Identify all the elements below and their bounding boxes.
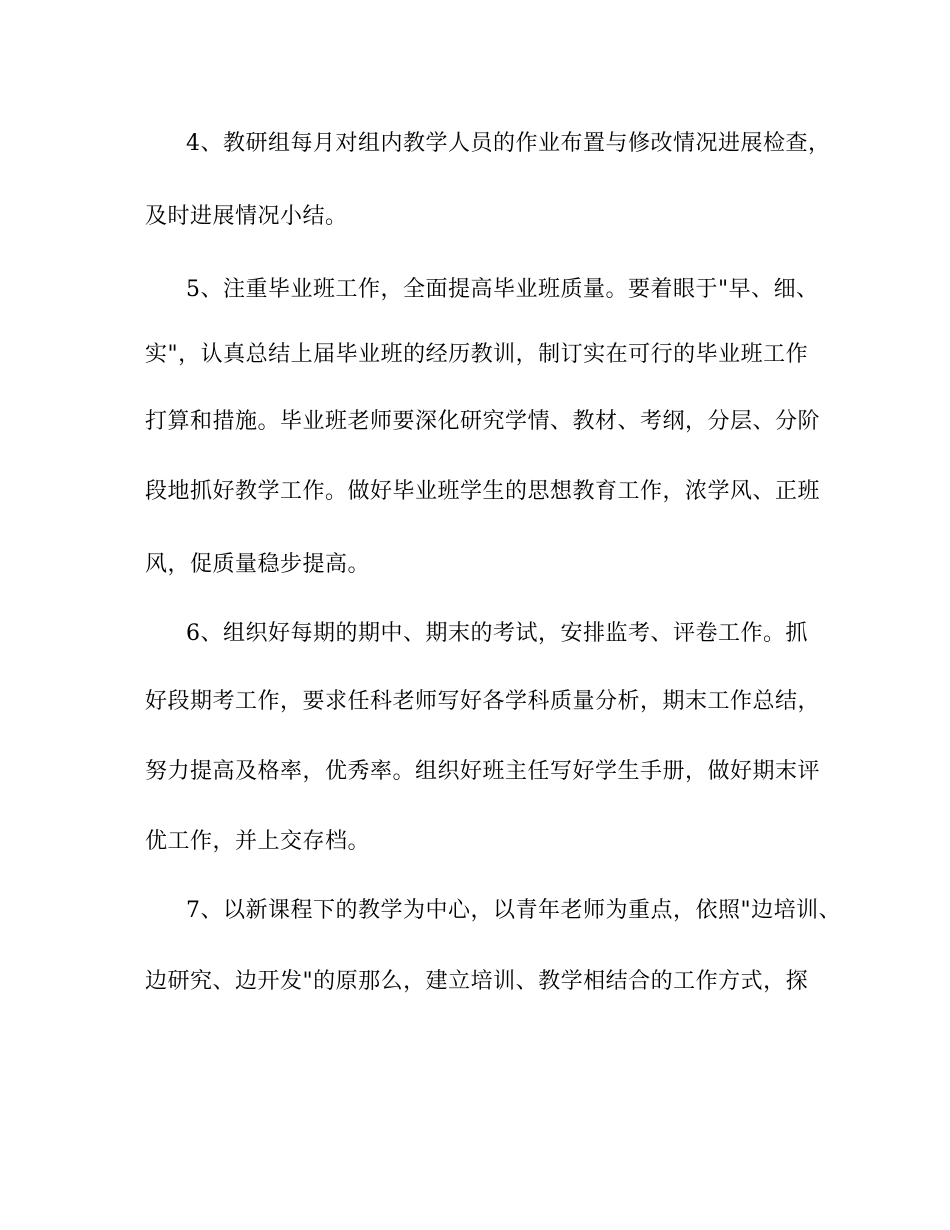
paragraph-5-line-2: 实"，认真总结上届毕业班的经历教训，制订实在可行的毕业班工作 xyxy=(145,342,809,367)
paragraph-6-line-3: 努力提高及格率，优秀率。组织好班主任写好学生手册，做好期末评 xyxy=(145,759,821,784)
paragraph-5-line-5: 风，促质量稳步提高。 xyxy=(145,552,371,577)
paragraph-7-line-2: 边研究、边开发"的原那么，建立培训、教学相结合的工作方式，探 xyxy=(145,969,809,994)
paragraph-6-line-1: 6、组织好每期的期中、期末的考试，安排监考、评卷工作。抓 xyxy=(186,621,808,646)
paragraph-5-line-3: 打算和措施。毕业班老师要深化研究学情、教材、考纲，分层、分阶 xyxy=(145,409,821,434)
paragraph-6-line-4: 优工作，并上交存档。 xyxy=(145,829,371,854)
paragraph-4-line-1: 4、教研组每月对组内教学人员的作业布置与修改情况进展检查， xyxy=(186,131,831,156)
paragraph-7-line-1: 7、以新课程下的教学为中心，以青年老师为重点，依照"边培训、 xyxy=(186,898,842,923)
paragraph-4-line-2: 及时进展情况小结。 xyxy=(145,204,348,229)
paragraph-6-line-2: 好段期考工作，要求任科老师写好各学科质量分析，期末工作总结， xyxy=(145,689,821,714)
paragraph-5-line-1: 5、注重毕业班工作，全面提高毕业班质量。要着眼于"早、细、 xyxy=(186,277,819,302)
paragraph-5-line-4: 段地抓好教学工作。做好毕业班学生的思想教育工作，浓学风、正班 xyxy=(145,479,821,504)
